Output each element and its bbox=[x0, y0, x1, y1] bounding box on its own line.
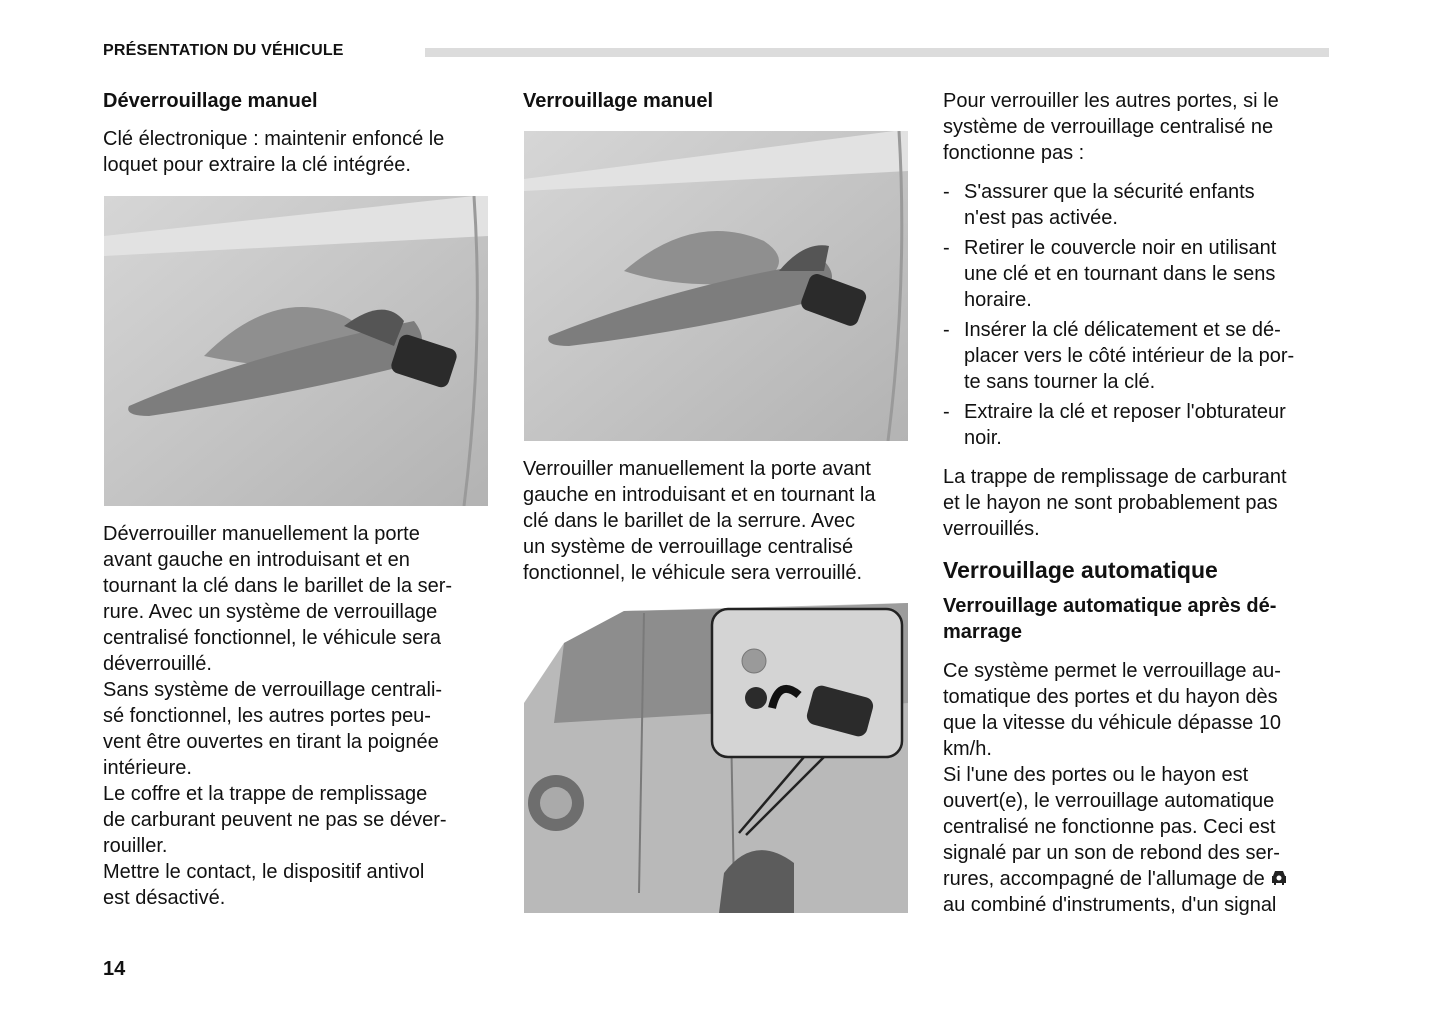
body-line: que la vitesse du véhicule dépasse 10 bbox=[943, 712, 1282, 734]
header-rule bbox=[425, 48, 1329, 57]
body-line: tomatique des portes et du hayon dès bbox=[943, 686, 1278, 708]
body-line: Sans système de verrouillage centrali- bbox=[103, 679, 443, 701]
body-line: gauche en introduisant et en tournant la bbox=[523, 484, 876, 506]
heading-auto-lock: Verrouillage automatique bbox=[943, 557, 1218, 583]
car-lock-warning-icon bbox=[1270, 868, 1288, 888]
note-line: verrouillés. bbox=[943, 518, 1040, 540]
column-3 bbox=[943, 88, 1338, 918]
body-line: rure. Avec un système de verrouillage bbox=[103, 601, 438, 623]
body-line: de carburant peuvent ne pas se déver- bbox=[103, 809, 447, 831]
note-line: La trappe de remplissage de carburant bbox=[943, 466, 1287, 488]
body-line: centralisé ne fonctionne pas. Ceci est bbox=[943, 816, 1276, 838]
body-line: sé fonctionnel, les autres portes peu- bbox=[103, 705, 431, 727]
body-line: Verrouiller manuellement la porte avant bbox=[523, 458, 871, 480]
list-item bbox=[943, 399, 1338, 451]
body-line: clé dans le barillet de la serrure. Avec bbox=[523, 510, 856, 532]
body-line: fonctionnel, le véhicule sera verrouillé. bbox=[523, 562, 863, 584]
column-1 bbox=[103, 88, 493, 178]
list-item-line: placer vers le côté intérieur de la por- bbox=[964, 345, 1295, 367]
intro-line: système de verrouillage centralisé ne bbox=[943, 116, 1274, 138]
body-line: Déverrouiller manuellement la porte bbox=[103, 523, 420, 545]
list-item-line: noir. bbox=[964, 427, 1002, 449]
section-header: PRÉSENTATION DU VÉHICULE bbox=[103, 42, 344, 59]
column-1-body bbox=[103, 521, 493, 911]
list-item-line: - S'assurer que la sécurité enfants bbox=[964, 181, 1255, 203]
list-item-line: n'est pas activée. bbox=[964, 207, 1118, 229]
list-item bbox=[943, 179, 1338, 231]
subheading-line: Verrouillage automatique après dé- bbox=[943, 595, 1277, 617]
intro-line-1: Clé électronique : maintenir enfoncé le bbox=[103, 128, 445, 150]
heading-manual-lock: Verrouillage manuel bbox=[523, 90, 714, 112]
intro-line: Pour verrouiller les autres portes, si le bbox=[943, 90, 1279, 112]
intro-line-2: loquet pour extraire la clé intégrée. bbox=[103, 154, 411, 176]
body-line: est désactivé. bbox=[103, 887, 226, 909]
intro-line: fonctionne pas : bbox=[943, 142, 1085, 164]
body-line-with-icon bbox=[943, 866, 1338, 892]
heading-manual-unlock: Déverrouillage manuel bbox=[103, 90, 318, 112]
body-line: Si l'une des portes ou le hayon est bbox=[943, 764, 1249, 786]
body-line: intérieure. bbox=[103, 757, 192, 779]
body-line: km/h. bbox=[943, 738, 992, 760]
van-side-door-lock-figure bbox=[524, 603, 908, 913]
list-item-line: une clé et en tournant dans le sens bbox=[964, 263, 1276, 285]
body-line: un système de verrouillage centralisé bbox=[523, 536, 854, 558]
body-line: Ce système permet le verrouillage au- bbox=[943, 660, 1281, 682]
list-item-line: horaire. bbox=[964, 289, 1032, 311]
body-line: signalé par un son de rebond des ser- bbox=[943, 842, 1280, 864]
body-line: avant gauche en introduisant et en bbox=[103, 549, 410, 571]
door-handle-lock-figure bbox=[524, 131, 908, 441]
door-handle-unlock-figure bbox=[104, 196, 488, 506]
body-line: vent être ouvertes en tirant la poignée bbox=[103, 731, 439, 753]
list-item bbox=[943, 317, 1338, 395]
subheading-line: marrage bbox=[943, 621, 1022, 643]
list-item-line: - Retirer le couvercle noir en utilisant bbox=[964, 237, 1277, 259]
body-line: tournant la clé dans le barillet de la ser- bbox=[103, 575, 453, 597]
note-line: et le hayon ne sont probablement pas bbox=[943, 492, 1278, 514]
column-2-body bbox=[523, 456, 913, 586]
list-item-line: - Extraire la clé et reposer l'obturateur bbox=[964, 401, 1286, 423]
list-item-line: - Insérer la clé délicatement et se dé- bbox=[964, 319, 1281, 341]
body-line: Le coffre et la trappe de remplissage bbox=[103, 783, 428, 805]
column-2 bbox=[523, 88, 913, 114]
page-number: 14 bbox=[103, 958, 126, 980]
list-item bbox=[943, 235, 1338, 313]
body-line: rouiller. bbox=[103, 835, 168, 857]
list-item-line: te sans tourner la clé. bbox=[964, 371, 1156, 393]
procedure-list bbox=[943, 179, 1338, 451]
body-line: Mettre le contact, le dispositif antivol bbox=[103, 861, 425, 883]
body-line: centralisé fonctionnel, le véhicule sera bbox=[103, 627, 441, 649]
body-line: déverrouillé. bbox=[103, 653, 212, 675]
body-line: au combiné d'instruments, d'un signal bbox=[943, 894, 1277, 916]
body-line-text: rures, accompagné de l'allumage de bbox=[943, 868, 1265, 890]
body-line: ouvert(e), le verrouillage automatique bbox=[943, 790, 1275, 812]
